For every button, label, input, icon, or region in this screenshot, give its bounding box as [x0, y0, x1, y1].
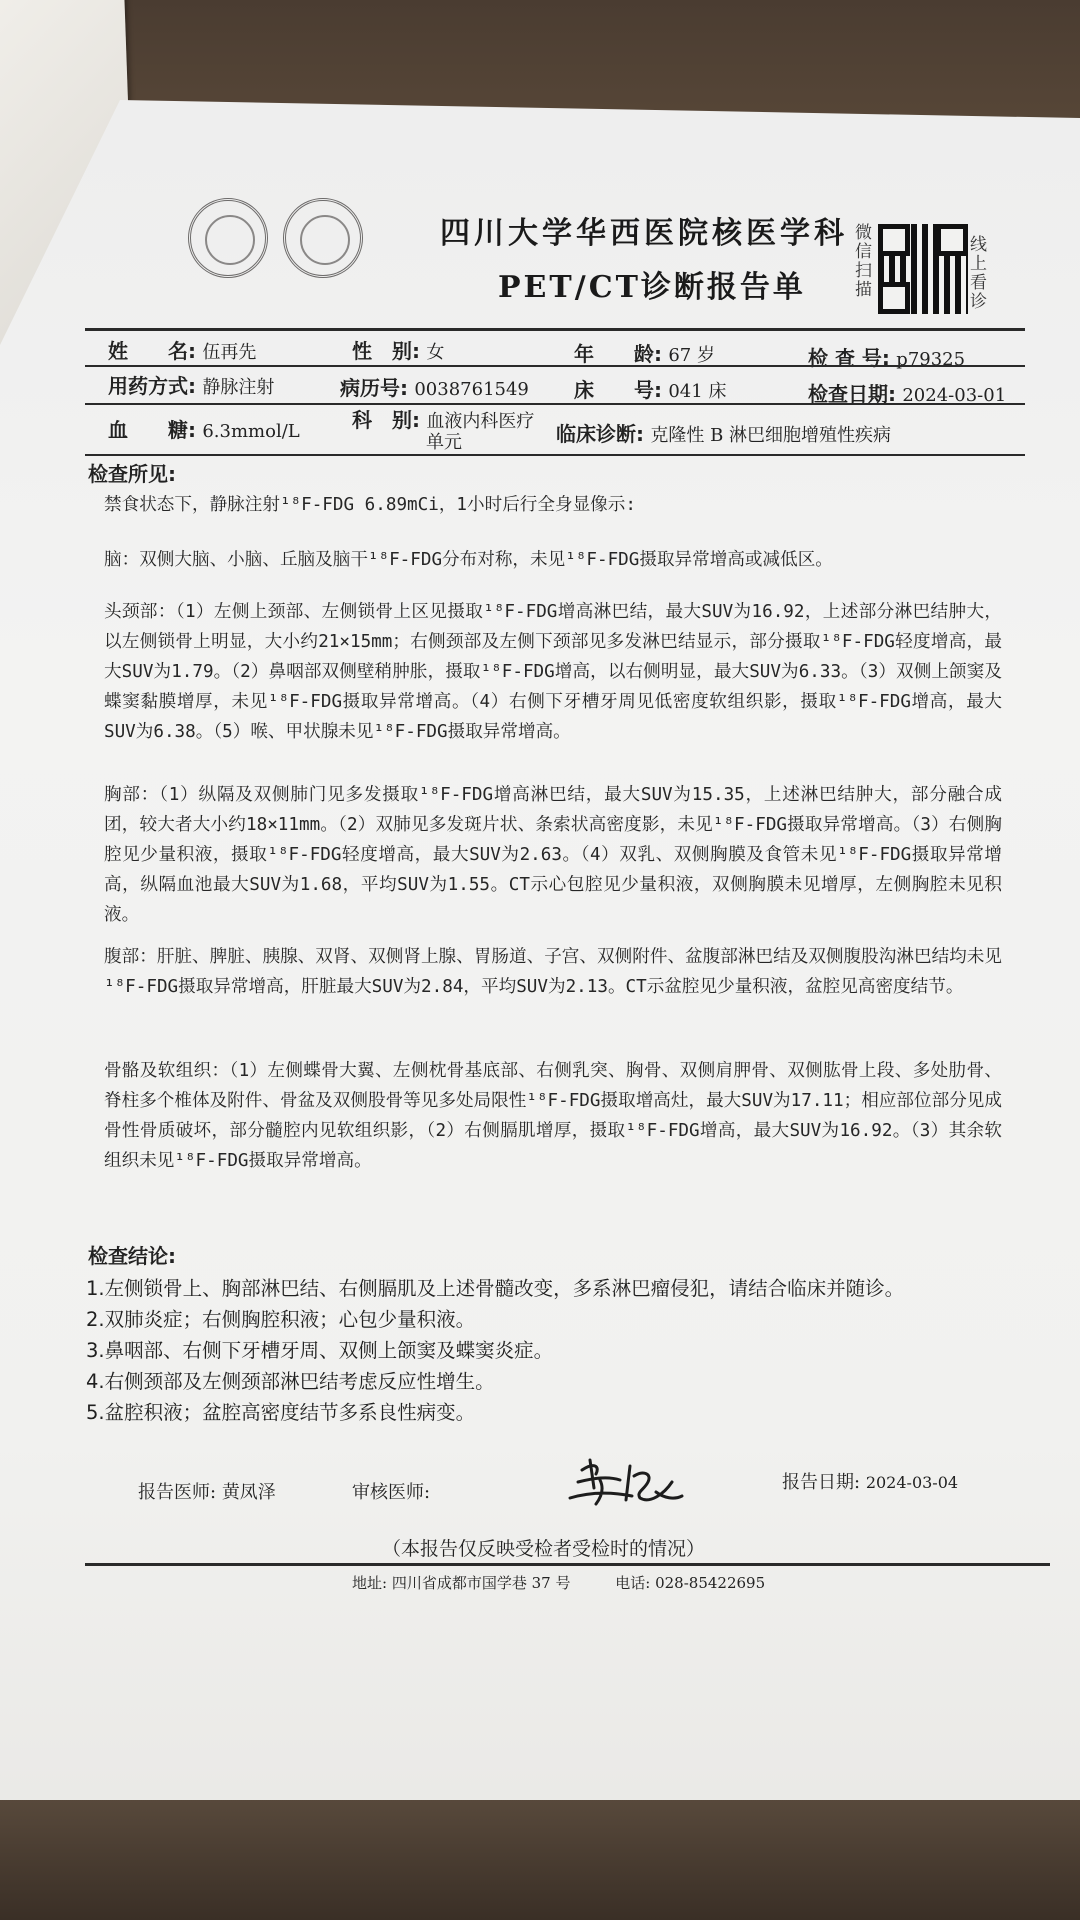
exam-number-value: p79325: [896, 349, 966, 370]
info-divider-2: [85, 403, 1025, 405]
medical-record-value: 0038761549: [414, 379, 529, 400]
footer-divider: [85, 1563, 1050, 1566]
clinical-diagnosis-value: 克隆性 B 淋巴细胞增殖性疾病: [650, 425, 892, 446]
blood-glucose-field: [108, 414, 300, 443]
reviewer-signature-icon: [560, 1452, 690, 1512]
conclusion-title: 检查结论:: [88, 1244, 176, 1268]
patient-age-value: 67 岁: [668, 345, 715, 366]
medical-record-label: 病历号:: [340, 376, 408, 400]
patient-age-field: [574, 338, 715, 367]
hospital-contact: [352, 1572, 765, 1593]
medical-record-field: [340, 372, 529, 401]
blood-glucose-value: 6.3mmol/L: [202, 421, 300, 442]
info-divider-3: [85, 454, 1025, 456]
university-seal-icon: [283, 198, 363, 278]
drug-method-field: [108, 370, 274, 399]
exam-date-label: 检查日期:: [808, 382, 896, 406]
hospital-seal-icon: [188, 198, 268, 278]
bed-number-label: 床 号:: [574, 378, 662, 402]
report-title-type: PET/CT诊断报告单: [498, 270, 806, 305]
report-doctor-value: 黄凤泽: [221, 1482, 276, 1503]
conclusion-list: [86, 1273, 1026, 1428]
conclusion-item: 4.右侧颈部及左侧颈部淋巴结考虑反应性增生。: [86, 1370, 495, 1393]
report-date-field: [782, 1468, 958, 1494]
bed-number-field: [574, 374, 726, 403]
findings-chest: 胸部：（1）纵隔及双侧肺门见多发摄取¹⁸F-FDG增高淋巴结，最大SUV为15.35，上述淋巴结肿大，部分融合成团，较大者大小约18×11mm。（2）双肺见多发斑片状、条索状高密度影，未见¹⁸F-FDG摄取异常增高。（3）右侧胸腔见少量积液，摄取¹⁸F-FDG轻度增高，最大SUV为2.63。（4）双乳、双侧胸膜及食管未见¹⁸F-FDG摄取异常增高，纵隔血池最大SUV为1.68，平均SUV为1.55。CT示心包腔见少量积液，双侧胸膜未见增厚，左侧胸腔未见积液。: [104, 785, 1002, 925]
report-title-hospital: 四川大学华西医院核医学科: [440, 216, 848, 251]
department-value: 血液内科医疗: [426, 411, 535, 432]
qr-code-icon: [878, 224, 968, 314]
patient-name-value: 伍再先: [202, 342, 257, 363]
report-date-value: 2024-03-04: [865, 1473, 959, 1492]
findings-head-neck: 头颈部：（1）左侧上颈部、左侧锁骨上区见摄取¹⁸F-FDG增高淋巴结，最大SUV为16.92，上述部分淋巴结肿大，以左侧锁骨上明显，大小约21×15mm；右侧颈部及左侧下颈部见多发淋巴结显示，部分摄取¹⁸F-FDG轻度增高，最大SUV为1.79。（2）鼻咽部双侧壁稍肿胀，摄取¹⁸F-FDG增高，以右侧明显，最大SUV为6.33。（3）双侧上颌窦及蝶窦黏膜增厚，未见¹⁸F-FDG摄取异常增高。（4）右侧下牙槽牙周见低密度软组织影，摄取¹⁸F-FDG增高，最大SUV为6.38。（5）喉、甲状腺未见¹⁸F-FDG摄取异常增高。: [104, 602, 1002, 742]
drug-method-label: 用药方式:: [108, 374, 196, 398]
clinical-diagnosis-field: [556, 418, 891, 447]
qr-caption-right: 线上看诊: [970, 235, 987, 312]
patient-sex-label: 性 别:: [352, 339, 420, 363]
findings-title: 检查所见:: [88, 462, 176, 486]
patient-sex-value: 女: [426, 342, 445, 363]
review-doctor-label: 审核医师:: [352, 1482, 431, 1503]
phone-label: 电话:: [615, 1574, 651, 1592]
conclusion-item: 1.左侧锁骨上、胸部淋巴结、右侧膈肌及上述骨髓改变，多系淋巴瘤侵犯，请结合临床并随诊。: [86, 1277, 905, 1300]
exam-date-value: 2024-03-01: [902, 385, 1007, 406]
phone-value: 028-85422695: [655, 1574, 766, 1592]
drug-method-value: 静脉注射: [202, 377, 275, 398]
qr-caption-left: 微信扫描: [855, 223, 872, 300]
header-divider: [85, 328, 1025, 331]
report-doctor-field: [138, 1478, 276, 1504]
patient-sex-field: [352, 335, 444, 364]
info-divider-1: [85, 365, 1025, 367]
patient-name-label: 姓 名:: [108, 339, 196, 363]
blood-glucose-label: 血 糖:: [108, 418, 196, 442]
clinical-diagnosis-label: 临床诊断:: [556, 422, 644, 446]
address-label: 地址:: [352, 1574, 388, 1592]
address-value: 四川省成都市国学巷 37 号: [391, 1574, 571, 1592]
patient-age-label: 年 龄:: [574, 342, 662, 366]
conclusion-item: 3.鼻咽部、右侧下牙槽牙周、双侧上颌窦及蝶窦炎症。: [86, 1339, 554, 1362]
report-date-label: 报告日期:: [782, 1472, 861, 1493]
findings-bone-soft-tissue: 骨骼及软组织：（1）左侧蝶骨大翼、左侧枕骨基底部、右侧乳突、胸骨、双侧肩胛骨、双侧肱骨上段、多处肋骨、脊柱多个椎体及附件、骨盆及双侧股骨等见多处局限性¹⁸F-FDG摄取增高灶，最大SUV为17.11；相应部位部分见成骨性骨质破坏，部分髓腔内见软组织影，（2）右侧膈肌增厚，摄取¹⁸F-FDG增高，最大SUV为16.92。（3）其余软组织未见¹⁸F-FDG摄取异常增高。: [104, 1061, 1002, 1171]
department-label: 科 别:: [352, 408, 420, 432]
report-doctor-label: 报告医师:: [138, 1482, 217, 1503]
findings-brain: 脑：双侧大脑、小脑、丘脑及脑干¹⁸F-FDG分布对称，未见¹⁸F-FDG摄取异常增高或减低区。: [104, 550, 833, 570]
conclusion-item: 2.双肺炎症；右侧胸腔积液；心包少量积液。: [86, 1308, 476, 1331]
findings-abdomen: 腹部：肝脏、脾脏、胰腺、双肾、双侧肾上腺、胃肠道、子宫、双侧附件、盆腹部淋巴结及双侧腹股沟淋巴结均未见¹⁸F-FDG摄取异常增高，肝脏最大SUV为2.84，平均SUV为2.13。CT示盆腔见少量积液，盆腔见高密度结节。: [104, 947, 1002, 997]
conclusion-item: 5.盆腔积液；盆腔高密度结节多系良性病变。: [86, 1401, 476, 1424]
bed-number-value: 041 床: [668, 381, 727, 402]
department-value-continued: 单元: [426, 432, 462, 453]
exam-number-label: 检 查 号:: [808, 346, 890, 370]
findings-intro: 禁食状态下，静脉注射¹⁸F-FDG 6.89mCi，1小时后行全身显像示:: [104, 495, 636, 515]
patient-name-field: [108, 335, 256, 364]
report-disclaimer: （本报告仅反映受检者受检时的情况）: [382, 1538, 706, 1560]
